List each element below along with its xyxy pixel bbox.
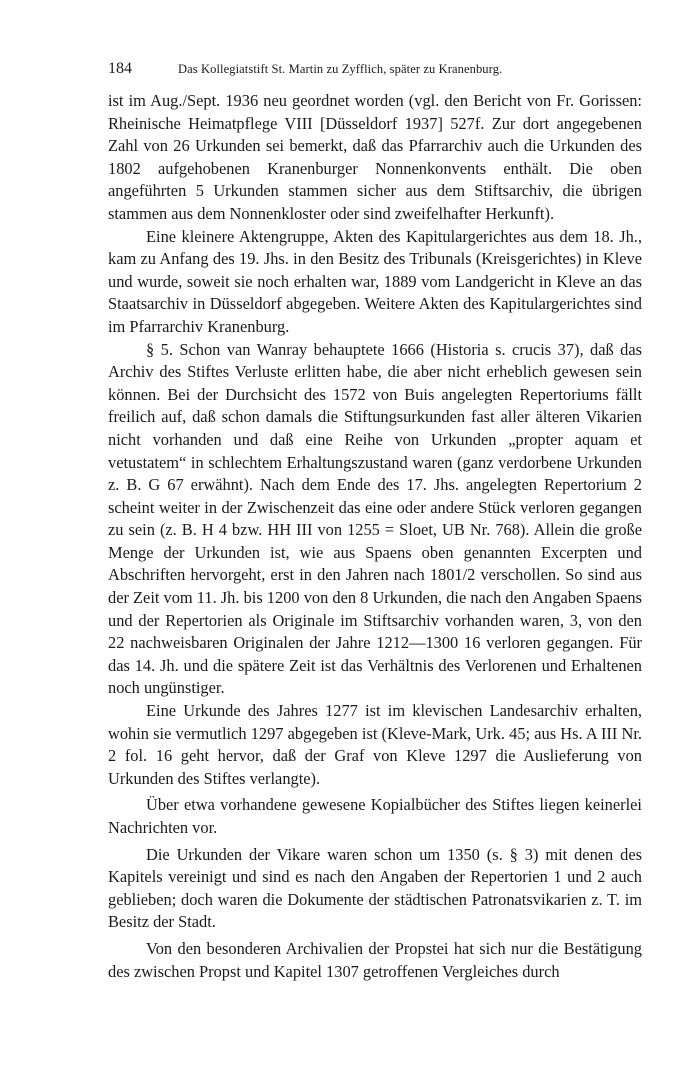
paragraph-kapitulargericht: Eine kleinere Aktengruppe, Akten des Kapitulargerichtes aus dem 18. Jh., kam zu Anfang des 19. Jhs. in den Besitz des Tribunals (Kreisgerichtes) in Kleve und wurde, soweit sie noch erhalten war, 1889 vom Landgericht in Kleve an das Staatsarchiv in Düsseldorf abgegeben. Weitere Akten des Kapitulargerichtes sind im Pfarrarchiv Kranenburg. — [108, 226, 642, 336]
paragraph-vikare: Die Urkunden der Vikare waren schon um 1350 (s. § 3) mit denen des Kapitels vereinigt und sind es nach den Angaben der Repertorien 1 und 2 auch geblieben; doch waren die Dokumente der städtischen Patronatsvikarien z. T. im Besitz der Stadt. — [108, 844, 642, 932]
paragraph-continuation: ist im Aug./Sept. 1936 neu geordnet worden (vgl. den Bericht von Fr. Gorissen: Rheinische Heimatpflege VIII [Düsseldorf 1937] 527f. Zur dort angegebenen Zahl von 26 Urkunden sei bemerkt, daß das Pfarrarchiv auch die Urkunden des 1802 aufgehobenen Kranenburger Nonnenkonvents enthält. Die oben angeführten 5 Urkunden stammen sicher aus dem Stiftsarchiv, die übrigen stammen aus dem Nonnenkloster oder sind zweifelhafter Herkunft). — [108, 91, 642, 223]
paragraph-urkunde-1277: Eine Urkunde des Jahres 1277 ist im klevischen Landesarchiv erhalten, wohin sie vermutlich 1297 abgegeben ist (Kleve-Mark, Urk. 45; aus Hs. A III Nr. 2 fol. 16 geht hervor, daß der Graf von Kleve 1297 die Auslieferung von Urkunden des Stiftes verlangte). — [108, 701, 642, 788]
paragraph-kopialbuecher: Über etwa vorhandene gewesene Kopialbücher des Stiftes liegen keinerlei Nachrichten vor. — [108, 795, 642, 837]
running-title: Das Kollegiatstift St. Martin zu Zyfflich, später zu Kranenburg. — [178, 62, 503, 76]
running-head — [108, 60, 648, 82]
paragraph-section-5: § 5. Schon van Wanray behauptete 1666 (Historia s. crucis 37), daß das Archiv des Stiftes Verluste erlitten habe, die aber nicht erheblich gewesen sein können. Bei der Durchsicht des 1572 von Buis angelegten Repertoriums fällt freilich auf, daß schon damals die Stiftungsurkunden fast aller älteren Vikarien nicht vorhanden und daß eine Reihe von Urkunden „propter aquam et vetustatem“ in schlechtem Erhaltungszustand waren (ganz verdorbene Urkunden z. B. G 67 erwähnt). Nach dem Ende des 17. Jhs. angelegten Repertorium 2 scheint weiter in der Zwischenzeit das eine oder andere Stück verloren gegangen zu sein (z. B. H 4 bzw. HH III von 1255 = Sloet, UB Nr. 768). Allein die große Menge der Urkunden ist, wie aus Spaens oben genannten Excerpten und Abschriften hervorgeht, erst in den Jahren nach 1801/2 verschollen. So sind aus der Zeit vom 11. Jh. bis 1200 von den 8 Urkunden, die nach den Angaben Spaens und der Repertorien als Originale im Stiftsarchiv vorhanden waren, 3, von den 22 nachweisbaren Originalen der Jahre 1212—1300 16 verloren gegangen. Für das 14. Jh. und die spätere Zeit ist das Verhältnis des Verlorenen und Erhaltenen noch ungünstiger. — [108, 339, 642, 698]
page-number: 184 — [108, 60, 132, 77]
paragraph-propstei: Von den besonderen Archivalien der Propstei hat sich nur die Bestätigung des zwischen Propst und Kapitel 1307 getroffenen Vergleiches durch — [108, 938, 642, 981]
body-text — [108, 90, 642, 983]
